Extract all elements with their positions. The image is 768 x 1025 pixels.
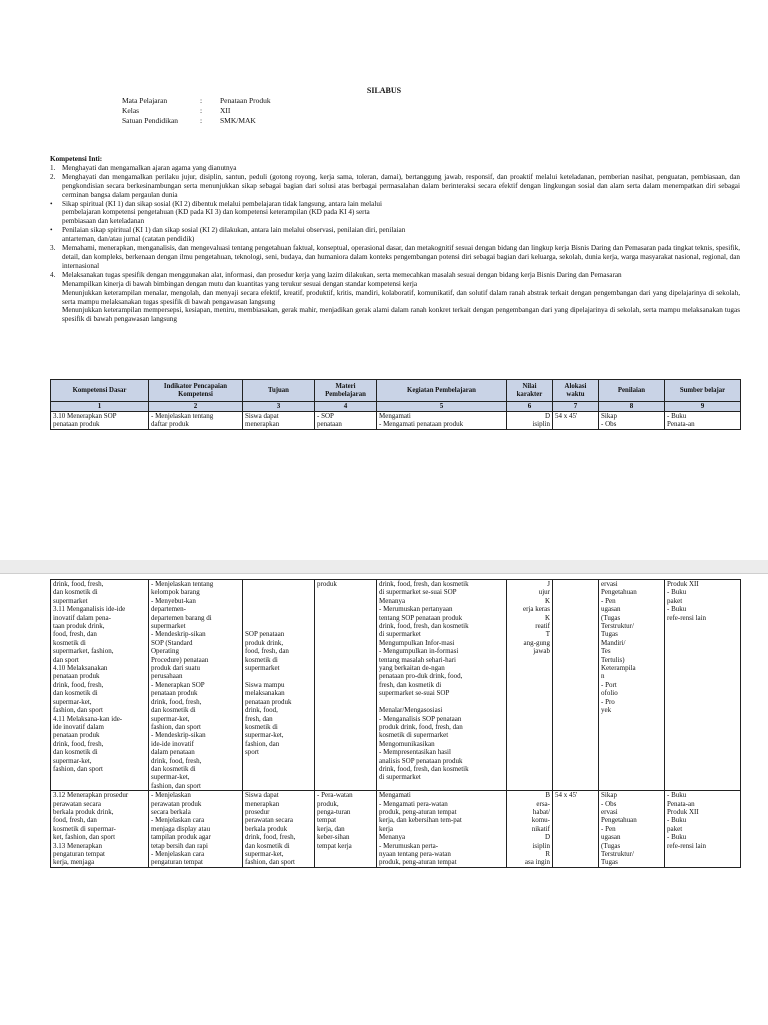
header-tujuan: Tujuan xyxy=(243,380,315,402)
table-cell: - Pera-watan produk, penga-turan tempat kerja, dan keber-sihan tempat kerja xyxy=(315,791,377,868)
ki-text: Menghayati dan mengamalkan ajaran agama yang dianutnya xyxy=(62,163,237,172)
column-number: 3 xyxy=(243,402,315,412)
meta-key: Satuan Pendidikan xyxy=(122,116,179,125)
table-cell: drink, food, fresh, dan kosmetik di supermarket se-suai SOP Menanya - Merumuskan pertanyaan tentang SOP penataan produk drink, food, fresh, dan kosmetik di supermarket Mengumpulkan Infor-masi - Mengumpulkan in-formasi tentang masalah sehari-hari yang berkaitan de-ngan penataan pro-duk drink, food, fresh, dan kosmetik di supermarket se-suai SOP Menalar/Mengasosiasi - Menganalisis SOP penataan produk drink, food, fresh, dan kosmetik di supermarket Mengomunikasikan - Mempresentasikan hasil analisis SOP penataan produk drink, food, fresh, dan kosmetik di supermarket xyxy=(377,580,507,791)
ki-bullet xyxy=(50,226,740,244)
table-row xyxy=(51,580,741,791)
meta-row xyxy=(122,96,271,106)
table-cell: - SOP penataan xyxy=(315,412,377,430)
table-cell: Siswa dapat menerapkan xyxy=(243,412,315,430)
column-number: 6 xyxy=(507,402,553,412)
table-cell: - Buku Penata-an Produk XII - Buku paket - Buku refe-rensi lain xyxy=(665,791,741,868)
column-number: 2 xyxy=(149,402,243,412)
meta-row xyxy=(122,116,271,126)
header-penilaian: Penilaian xyxy=(599,380,665,402)
meta-sep: : xyxy=(200,106,203,115)
ki-number: 2. xyxy=(50,172,56,181)
silabus-table-continued xyxy=(50,579,741,868)
document-page-2 xyxy=(0,573,768,1025)
column-number: 7 xyxy=(553,402,599,412)
doc-meta xyxy=(122,96,271,126)
bullet-text: pembelajaran kompetensi pengetahuan (KD pada KI 3) dan kompetensi keterampilan (KD pada KI 4) serta xyxy=(62,208,370,217)
ki-item xyxy=(50,164,740,173)
table-row xyxy=(51,412,741,430)
meta-row xyxy=(122,106,271,116)
table-cell: drink, food, fresh, dan kosmetik di supermarket 3.11 Menganalisis ide-ide inovatif dalam pena- taan produk drink, food, fresh, dan kosmetik di supermarket, fashion, dan sport 4.10 Melaksanakan penataan produk drink, food, fresh, dan kosmetik di supermar-ket, fashion, dan sport 4.11 Melaksana-kan ide- ide inovatif dalam penataan produk drink, food, fresh, dan kosmetik di supermar-ket, fashion, dan sport xyxy=(51,580,149,791)
ki-bullet xyxy=(50,200,740,227)
column-number: 4 xyxy=(315,402,377,412)
table-cell xyxy=(553,580,599,791)
column-number: 9 xyxy=(665,402,741,412)
table-cell: J ujur K erja keras K reatif T ang-gung jawab xyxy=(507,580,553,791)
meta-value: SMK/MAK xyxy=(220,116,256,125)
table-cell: D isiplin xyxy=(507,412,553,430)
table-cell: SOP penataan produk drink, food, fresh, dan kosmetik di supermarket Siswa mampu melaksanakan penataan produk drink, food, fresh, dan kosmetik di supermar-ket, fashion, dan sport xyxy=(243,580,315,791)
header-nilai-karakter: Nilai karakter xyxy=(507,380,553,402)
ki-text: Menghayati dan mengamalkan perilaku jujur, disiplin, santun, peduli (gotong royong, kerja sama, toleran, damai), bertanggung jawab, responsif, dan proaktif melalui keteladanan, pemberian nasihat, penguatan, pembiasaan, dan pengkondisian secara berkesinambungan serta menunjukkan sikap sebagai bagian dari solusi atas berbagai permasalahan dalam berinteraksi secara efektif dengan lingkungan sosial dan alam serta dalam menempatkan diri sebagai cerminan bangsa dalam pergaulan dunia xyxy=(62,172,740,199)
table-cell: 3.10 Menerapkan SOP penataan produk xyxy=(51,412,149,430)
meta-key: Kelas xyxy=(122,106,140,115)
table-row xyxy=(51,791,741,868)
header-sumber-belajar: Sumber belajar xyxy=(665,380,741,402)
bullet-icon: • xyxy=(50,199,53,208)
header-materi: Materi Pembelajaran xyxy=(315,380,377,402)
meta-sep: : xyxy=(200,116,203,125)
column-number-row xyxy=(51,402,741,412)
table-cell: - Menjelaskan tentang kelompok barang - Menyebut-kan departemen- departemen barang di supermarket - Mendeskrip-sikan SOP (Standard Operating Procedure) penataan produk dari suatu perusahaan - Menerapkan SOP penataan produk drink, food, fresh, dan kosmetik di supermar-ket, fashion, dan sport - Mendeskrip-sikan ide-ide inovatif dalam penataan drink, food, fresh, dan kosmetik di supermar-ket, fashion, dan sport xyxy=(149,580,243,791)
table-cell: Mengamati - Mengamati penataan produk xyxy=(377,412,507,430)
header-alokasi-waktu: Alokasi waktu xyxy=(553,380,599,402)
meta-value: Penataan Produk xyxy=(220,96,271,105)
table-cell: - Menjelaskan tentang daftar produk xyxy=(149,412,243,430)
kompetensi-inti-section xyxy=(50,155,740,324)
table-cell: Siswa dapat menerapkan prosedur perawatan secara berkala produk drink, food, fresh, dan kosmetik di supermar-ket, fashion, dan sport xyxy=(243,791,315,868)
table-cell: ervasi Pengetahuan - Pen ugasan (Tugas Terstruktur/ Tugas Mandiri/ Tes Tertulis) Keterampila n - Port ofolio - Pro yek xyxy=(599,580,665,791)
page-gap xyxy=(0,560,768,573)
silabus-table xyxy=(50,379,741,430)
column-number: 8 xyxy=(599,402,665,412)
column-number: 1 xyxy=(51,402,149,412)
ki-paragraph: Menunjukkan keterampilan menalar, mengolah, dan menyaji secara efektif, kreatif, produktif, kritis, mandiri, kolaboratif, komunikatif, dan solutif dalam ranah abstrak terkait dengan pengembangan dari yang dipelajarinya di sekolah, serta mampu melaksanakan tugas spesifik di bawah pengawasan langsung xyxy=(62,288,740,306)
table-cell: - Buku Penata-an xyxy=(665,412,741,430)
table-cell: 54 x 45' xyxy=(553,412,599,430)
table-cell: produk xyxy=(315,580,377,791)
ki-item xyxy=(50,244,740,271)
table-cell: 54 x 45' xyxy=(553,791,599,868)
ki-item xyxy=(50,173,740,200)
ki-number: 1. xyxy=(50,163,56,172)
bullet-text: pembiasaan dan keteladanan xyxy=(62,217,145,226)
table-cell: - Menjelaskan perawatan produk secara berkala - Menjelaskan cara menjaga display atau tampilan produk agar tetap bersih dan rapi - Menjelaskan cara pengaturan tempat xyxy=(149,791,243,868)
header-indikator: Indikator Pencapaian Kompetensi xyxy=(149,380,243,402)
meta-value: XII xyxy=(220,106,231,115)
table-cell: Produk XII - Buku paket - Buku refe-rensi lain xyxy=(665,580,741,791)
table-cell: 3.12 Menerapkan prosedur perawatan secara berkala produk drink, food, fresh, dan kosmetik di supermar- ket, fashion, dan sport 3.13 Menerapkan pengaturan tempat kerja, menjaga xyxy=(51,791,149,868)
ki-number: 3. xyxy=(50,244,56,253)
bullet-icon: • xyxy=(50,226,53,235)
table-cell: Mengamati - Mengamati pera-watan produk, peng-aturan tempat kerja, dan kebersihan tem-pat kerja Menanya - Merumuskan perta- nyaan tentang pera-watan produk, peng-aturan tempat xyxy=(377,791,507,868)
table-cell: Sikap - Obs xyxy=(599,412,665,430)
ki-paragraph: Menampilkan kinerja di bawah bimbingan dengan mutu dan kuantitas yang terukur sesuai dengan standar kompetensi kerja xyxy=(62,279,418,288)
meta-key: Mata Pelajaran xyxy=(122,96,168,105)
meta-sep: : xyxy=(200,96,203,105)
header-kegiatan: Kegiatan Pembelajaran xyxy=(377,380,507,402)
table-cell: B ersa- habat/ komu- nikatif D isiplin R asa ingin xyxy=(507,791,553,868)
header-kompetensi-dasar: Kompetensi Dasar xyxy=(51,380,149,402)
ki-text: Melaksanakan tugas spesifik dengan menggunakan alat, informasi, dan prosedur kerja yang lazim dilakukan, serta memecahkan masalah sesuai dengan bidang kerja Bisnis Daring dan Pemasaran xyxy=(62,270,622,279)
bullet-text: Sikap spiritual (KI 1) dan sikap sosial (KI 2) dibentuk melalui pembelajaran tidak langsung, antara lain melalui xyxy=(62,199,382,208)
ki-paragraph: Menunjukkan keterampilan mempersepsi, kesiapan, meniru, membiasakan, gerak mahir, menjadikan gerak alami dalam ranah konkret terkait dengan pengembangan dari yang dipelajarinya di sekolah, serta mampu melaksanakan tugas spesifik di bawah pengawasan langsung xyxy=(62,306,740,324)
ki-text: Memahami, menerapkan, menganalisis, dan mengevaluasi tentang pengetahuan faktual, konseptual, operasional dasar, dan metakognitif sesuai dengan bidang dan lingkup kerja Bisnis Daring dan Pemasaran pada tingkat teknis, spesifik, detail, dan kompleks, berkenaan dengan ilmu pengetahuan, teknologi, seni, budaya, dan humaniora dalam konteks pengembangan potensi diri sebagai bagian dari keluarga, sekolah, dunia kerja, warga masyarakat nasional, regional, dan internasional xyxy=(62,244,740,270)
ki-number: 4. xyxy=(50,270,56,279)
column-number: 5 xyxy=(377,402,507,412)
bullet-text: Penilaian sikap spiritual (KI 1) dan sikap sosial (KI 2) dilakukan, antara lain melalui observasi, penilaian diri, penilaian xyxy=(62,226,406,235)
ki-item xyxy=(50,271,740,280)
table-cell: Sikap - Obs ervasi Pengetahuan - Pen ugasan (Tugas Terstruktur/ Tugas xyxy=(599,791,665,868)
doc-title: SILABUS xyxy=(366,86,402,95)
ki-heading: Kompetensi Inti: xyxy=(50,155,103,163)
bullet-text: antarteman, dan/atau jurnal (catatan pendidik) xyxy=(62,235,195,244)
